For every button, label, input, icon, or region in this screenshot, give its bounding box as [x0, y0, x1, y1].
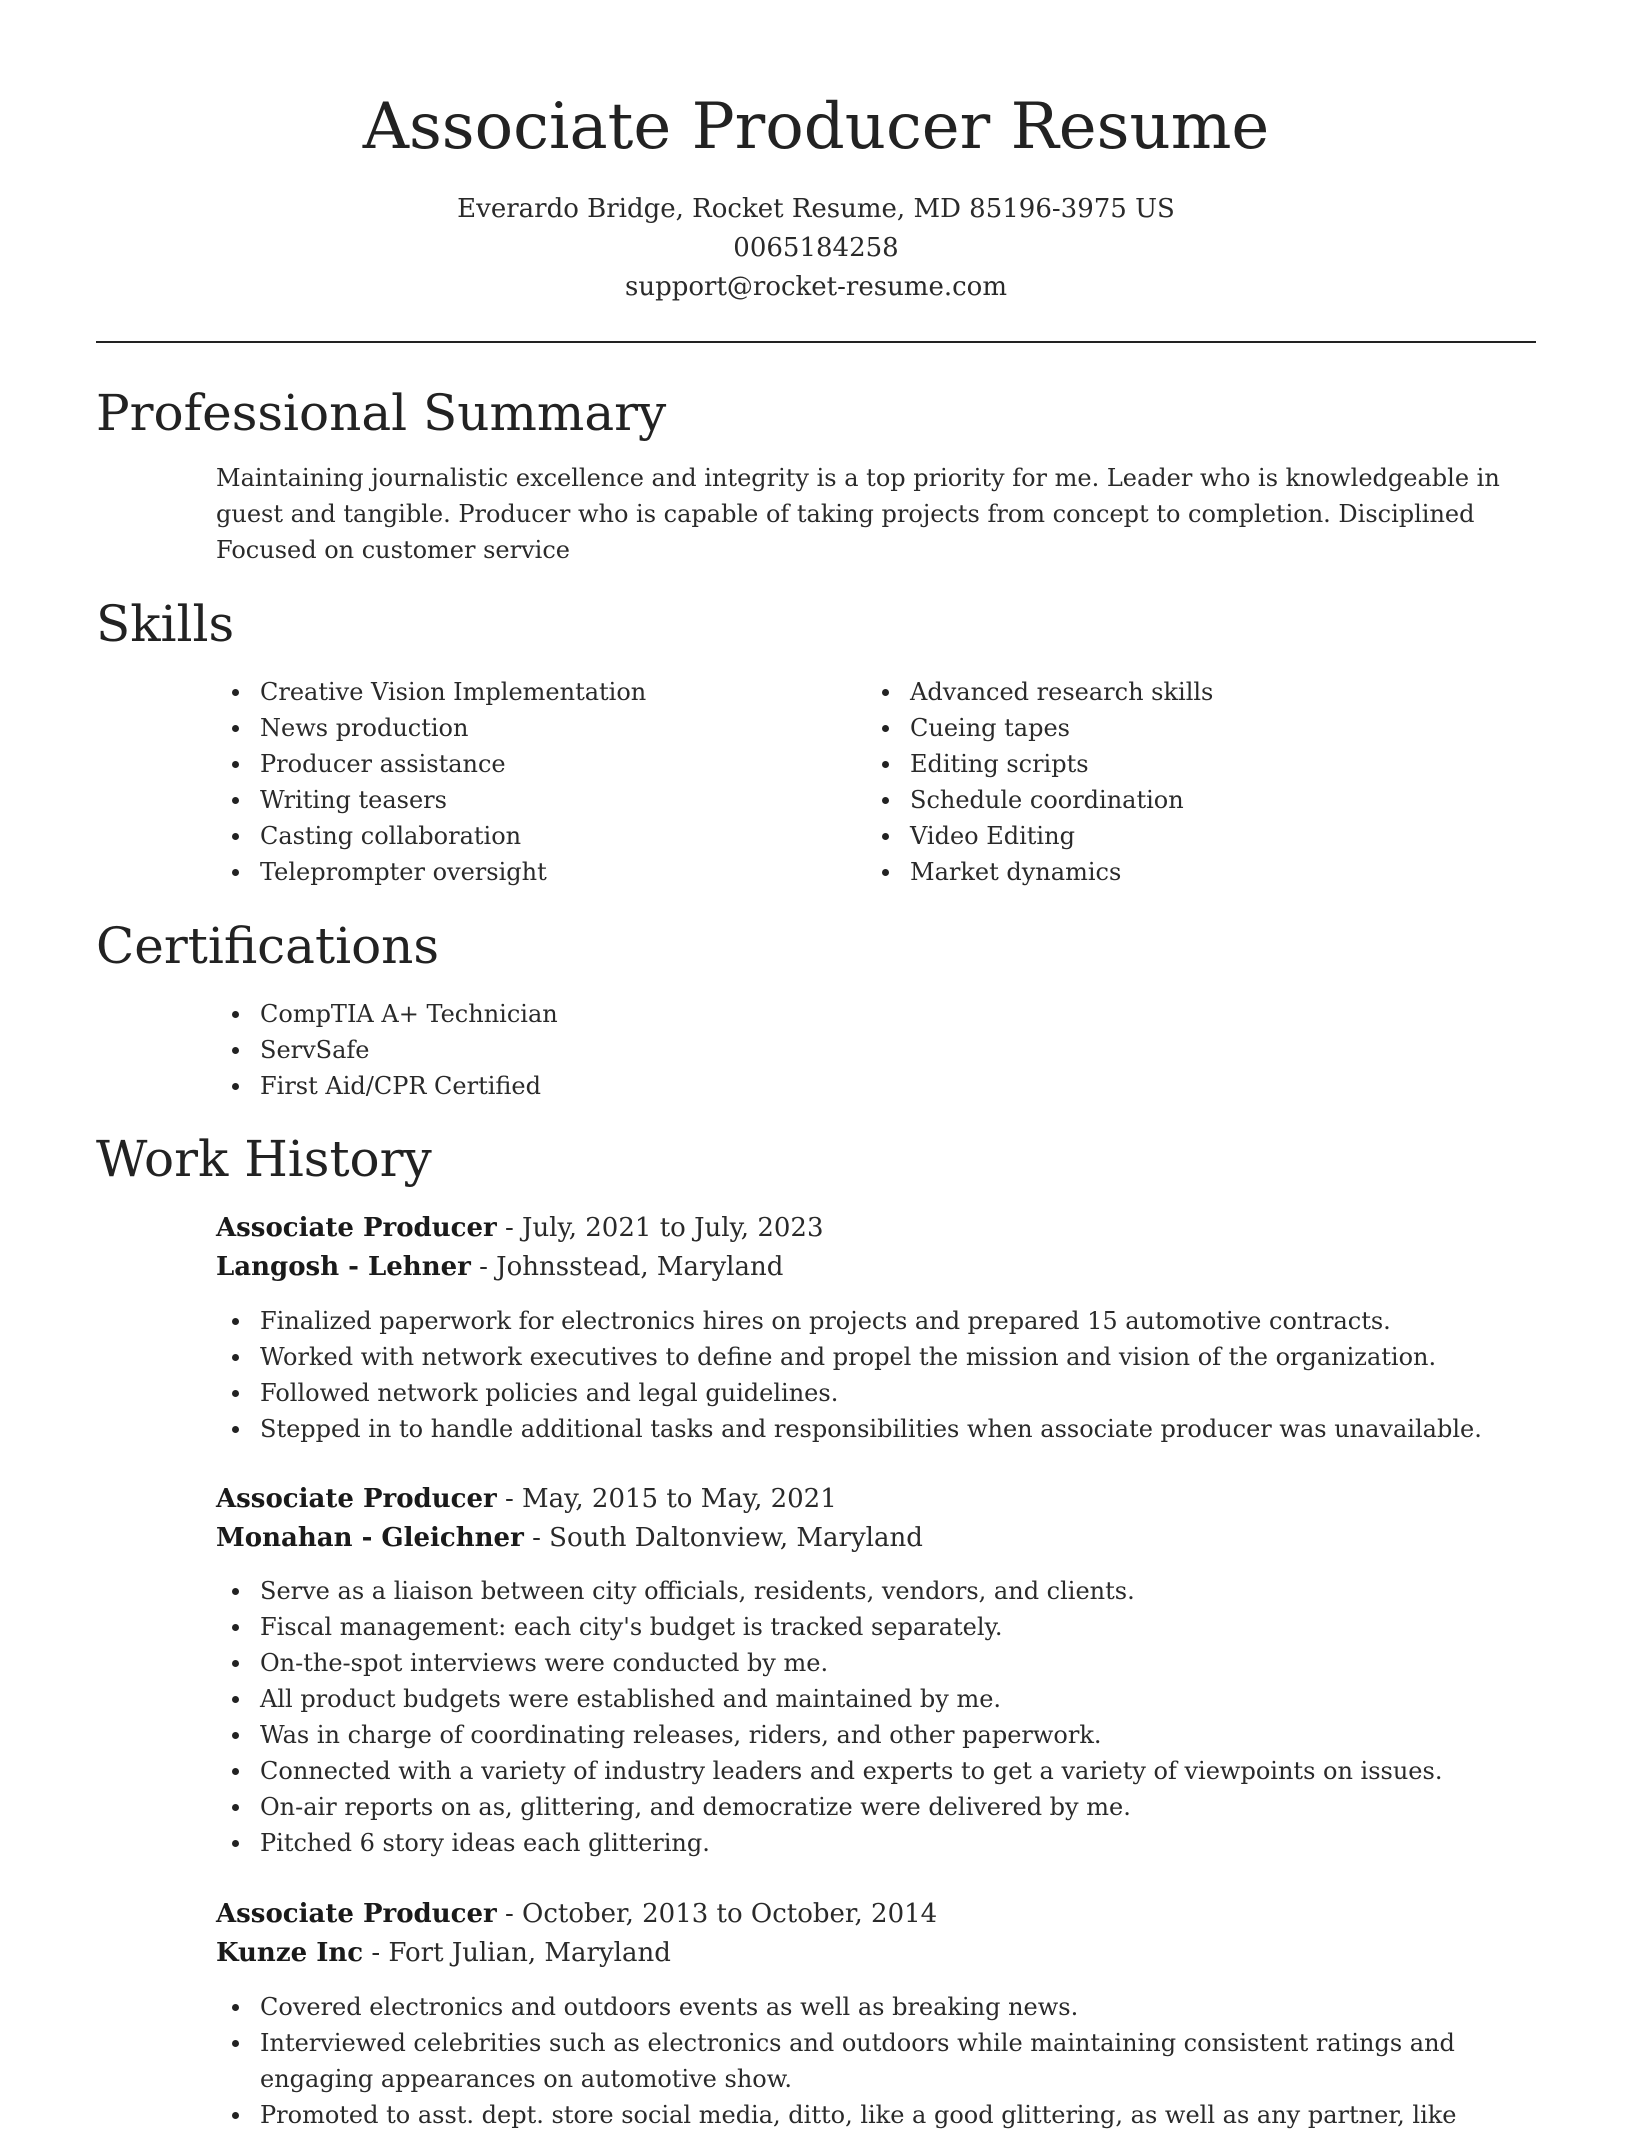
job-company-line [216, 1933, 671, 1973]
job-company: Langosh - Lehner [216, 1252, 471, 1282]
skill-item: Market dynamics [866, 854, 1466, 890]
job-bullet: Promoted to asst. dept. store social media, ditto, like a good glittering, as well as any partner, like [216, 2097, 1536, 2133]
job-bullet: Covered electronics and outdoors events as well as breaking news. [216, 1989, 1536, 2025]
job-location: - South Daltonview, Maryland [523, 1523, 923, 1553]
skill-item: Producer assistance [216, 746, 816, 782]
skill-item: Advanced research skills [866, 674, 1466, 710]
job-location: - Fort Julian, Maryland [363, 1938, 671, 1968]
work-history-heading: Work History [96, 1130, 432, 1188]
job-title-line [216, 1208, 823, 1248]
job-title-line [216, 1894, 937, 1934]
job-title: Associate Producer [216, 1484, 497, 1514]
contact-phone: 0065184258 [733, 233, 899, 263]
skill-item: Cueing tapes [866, 710, 1466, 746]
job-location: - Johnsstead, Maryland [470, 1252, 784, 1282]
header-divider [96, 341, 1536, 343]
job-bullet: On-air reports on as, glittering, and democratize were delivered by me. [216, 1789, 1536, 1825]
summary-text: Maintaining journalistic excellence and integrity is a top priority for me. Leader who is knowledgeable in guest and tangible. Producer who is capable of taking projects from concept to completion. Disciplined Focused on customer service [216, 464, 1500, 564]
contact-address: Everardo Bridge, Rocket Resume, MD 85196-3975 US [457, 194, 1175, 224]
skills-heading: Skills [96, 595, 235, 653]
certification-item: ServSafe [216, 1032, 1536, 1068]
resume-title: Associate Producer Resume [362, 90, 1270, 164]
job-bullet: Followed network policies and legal guidelines. [216, 1375, 1536, 1411]
job-bullet: Interviewed celebrities such as electronics and outdoors while maintaining consistent ratings and engaging appearances on automotive show. [216, 2025, 1536, 2097]
job-bullets [216, 1573, 1536, 1861]
job-bullet: Pitched 6 story ideas each glittering. [216, 1825, 1536, 1861]
job-bullet: Connected with a variety of industry leaders and experts to get a variety of viewpoints on issues. [216, 1753, 1536, 1789]
job-title-line [216, 1479, 837, 1519]
certifications-list [216, 996, 1536, 1104]
job-company-line [216, 1518, 923, 1558]
job-dates: - July, 2021 to July, 2023 [496, 1213, 824, 1243]
job-bullet: Stepped in to handle additional tasks and responsibilities when associate producer was unavailable. [216, 1411, 1536, 1447]
job-title: Associate Producer [216, 1899, 497, 1929]
job-dates: - October, 2013 to October, 2014 [496, 1899, 938, 1929]
skill-item: Video Editing [866, 818, 1466, 854]
job-company-line [216, 1247, 783, 1287]
summary-heading: Professional Summary [96, 384, 667, 442]
job-bullet: Fiscal management: each city's budget is tracked separately. [216, 1609, 1536, 1645]
job-bullet: Was in charge of coordinating releases, riders, and other paperwork. [216, 1717, 1536, 1753]
skill-item: Teleprompter oversight [216, 854, 816, 890]
job-company: Monahan - Gleichner [216, 1523, 524, 1553]
job-bullet: On-the-spot interviews were conducted by me. [216, 1645, 1536, 1681]
contact-email: support@rocket-resume.com [624, 272, 1007, 302]
job-dates: - May, 2015 to May, 2021 [496, 1484, 837, 1514]
job-title: Associate Producer [216, 1213, 497, 1243]
job-bullets [216, 1989, 1536, 2133]
skill-item: Editing scripts [866, 746, 1466, 782]
contact-block [96, 190, 1536, 307]
skill-item: Casting collaboration [216, 818, 816, 854]
job-bullet: All product budgets were established and maintained by me. [216, 1681, 1536, 1717]
skill-item: Writing teasers [216, 782, 816, 818]
skill-item: News production [216, 710, 816, 746]
job-bullet: Serve as a liaison between city officials, residents, vendors, and clients. [216, 1573, 1536, 1609]
skill-item: Schedule coordination [866, 782, 1466, 818]
job-company: Kunze Inc [216, 1938, 364, 1968]
skill-item: Creative Vision Implementation [216, 674, 816, 710]
job-bullet: Finalized paperwork for electronics hires on projects and prepared 15 automotive contracts. [216, 1303, 1536, 1339]
job-bullets [216, 1303, 1536, 1447]
certification-item: CompTIA A+ Technician [216, 996, 1536, 1032]
skills-list-right [866, 674, 1466, 890]
certifications-heading: Certifications [96, 917, 440, 975]
certification-item: First Aid/CPR Certified [216, 1068, 1536, 1104]
job-bullet: Worked with network executives to define and propel the mission and vision of the organization. [216, 1339, 1536, 1375]
skills-list-left [216, 674, 816, 890]
